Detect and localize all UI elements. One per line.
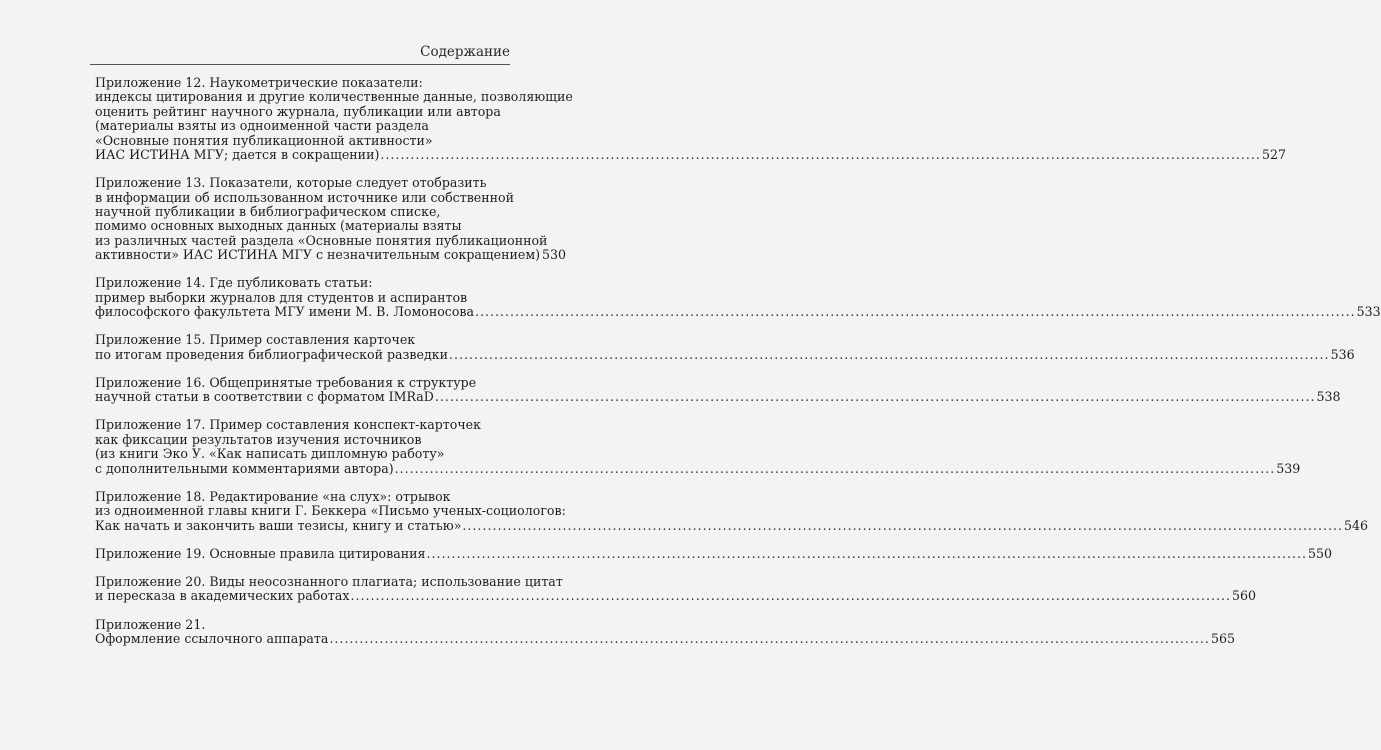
toc-entry-text: и пересказа в академических работах: [95, 588, 350, 604]
dot-leader: [350, 589, 1231, 603]
toc-entry[interactable]: [95, 574, 1257, 604]
toc-entry-text: Приложение 19. Основные правила цитирования: [95, 545, 426, 561]
toc-entry-text: философского факультета МГУ имени М. В. Ломоносова: [95, 304, 475, 320]
dot-leader: [329, 632, 1210, 646]
dot-leader: [380, 148, 1261, 162]
toc-entry-line: из одноименной главы книги Г. Беккера «Письмо ученых-социологов:: [95, 503, 566, 519]
toc-entry-line: из различных частей раздела «Основные понятия публикационной: [95, 232, 548, 248]
toc-entry-line: Приложение 12. Наукометрические показатели:: [95, 75, 423, 90]
toc-entry-last-line: [95, 146, 1286, 162]
page-number: 550: [1308, 545, 1333, 561]
toc-entry-line: (материалы взяты из одноименной части раздела: [95, 118, 429, 134]
toc-entry-line: Приложение 16. Общепринятые требования к структуре: [95, 374, 477, 390]
toc-entry-last-line: [95, 247, 567, 263]
dot-leader: [475, 305, 1356, 319]
toc-entry-line: оценить рейтинг научного журнала, публикации или автора: [95, 103, 501, 119]
toc-entry-line: индексы цитирования и другие количественные данные, позволяющие: [95, 89, 573, 105]
page-number: 565: [1210, 631, 1235, 647]
toc-entry-line: Приложение 13. Показатели, которые следует отобразить: [95, 175, 487, 191]
toc-entry-line: как фиксации результатов изучения источников: [95, 431, 422, 447]
running-header-title: Содержание: [420, 44, 510, 60]
toc-entry-line: в информации об использованном источнике или собственной: [95, 189, 515, 205]
toc-entry[interactable]: [95, 374, 1341, 405]
dot-leader: [395, 462, 1276, 476]
toc-entry-text: ИАС ИСТИНА МГУ; дается в сокращении): [95, 146, 380, 162]
toc-entry-text: Как начать и закончить ваши тезисы, книгу и статью»: [95, 517, 462, 533]
toc-entry-line: Приложение 21.: [95, 616, 206, 632]
toc-entry-line: Приложение 18. Редактирование «на слух»: отрывок: [95, 488, 451, 504]
toc-entry-text: с дополнительными комментариями автора): [95, 460, 394, 476]
toc-entry-text: по итогам проведения библиографической разведки: [95, 346, 448, 362]
toc-entry-line: Приложение 20. Виды неосознанного плагиата; использование цитат: [95, 574, 563, 590]
page-number: 546: [1343, 517, 1369, 533]
page-number: 536: [1330, 346, 1355, 362]
toc-entry-line: Приложение 17. Пример составления конспект-карточек: [95, 417, 482, 433]
page-number: 527: [1261, 146, 1286, 162]
toc-entry-last-line: [95, 389, 1341, 405]
toc-entry-line: помимо основных выходных данных (материалы взяты: [95, 218, 462, 234]
toc-entry-last-line: [95, 346, 1355, 362]
toc-entry-last-line: [95, 460, 1301, 476]
toc-entry-line: пример выборки журналов для студентов и аспирантов: [95, 289, 468, 305]
toc-entry[interactable]: [95, 545, 1333, 561]
toc-entry-line: Приложение 15. Пример составления карточек: [95, 332, 416, 348]
toc-entry-last-line: [95, 588, 1257, 604]
page-number: 533: [1356, 304, 1381, 320]
page-number: 539: [1276, 460, 1301, 476]
page-number: 538: [1316, 389, 1341, 405]
toc-entry[interactable]: [95, 75, 1286, 162]
toc-entry[interactable]: [95, 175, 567, 263]
toc-entry-last-line: [95, 517, 1369, 533]
toc-entry[interactable]: [95, 616, 1235, 647]
toc-entry[interactable]: [95, 332, 1355, 362]
table-of-contents: [95, 75, 1381, 660]
dot-leader: [435, 390, 1316, 404]
header-rule: [90, 64, 510, 65]
toc-entry-line: «Основные понятия публикационной активности»: [95, 132, 433, 148]
toc-entry-line: научной публикации в библиографическом списке,: [95, 203, 441, 219]
toc-entry-text: научной статьи в соответствии с форматом IMRaD: [95, 389, 434, 405]
dot-leader: [449, 348, 1330, 362]
toc-entry-last-line: [95, 304, 1381, 320]
toc-entry-line: Приложение 14. Где публиковать статьи:: [95, 275, 373, 291]
page-number: 560: [1232, 588, 1257, 604]
toc-entry-last-line: [95, 631, 1235, 647]
dot-leader: [462, 519, 1343, 533]
toc-entry-text: Оформление ссылочного аппарата: [95, 631, 329, 647]
toc-entry[interactable]: [95, 417, 1301, 476]
toc-entry[interactable]: [95, 488, 1369, 533]
toc-entry-line: (из книги Эко У. «Как написать дипломную работу»: [95, 446, 445, 462]
page-number: 530: [542, 247, 567, 263]
toc-entry-last-line: [95, 545, 1333, 561]
toc-entry-text: активности» ИАС ИСТИНА МГУ с незначительным сокращением): [95, 247, 541, 263]
dot-leader: [426, 547, 1307, 561]
toc-entry[interactable]: [95, 275, 1381, 320]
